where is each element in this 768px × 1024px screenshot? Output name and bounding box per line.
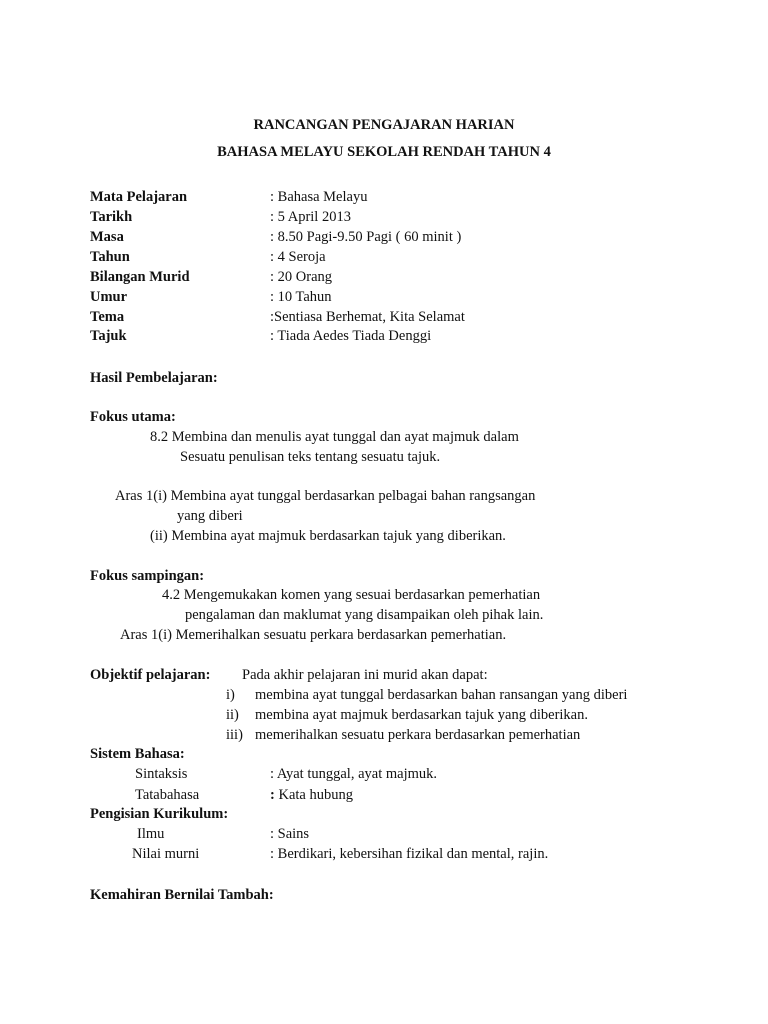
fokus-sampingan-heading: Fokus sampingan: bbox=[90, 568, 205, 584]
sistem-bahasa-heading: Sistem Bahasa: bbox=[90, 746, 185, 762]
info-label-bilangan-murid: Bilangan Murid bbox=[90, 269, 190, 285]
info-label-tema: Tema bbox=[90, 309, 125, 325]
info-value-masa: : 8.50 Pagi-9.50 Pagi ( 60 minit ) bbox=[270, 229, 462, 245]
fokus-sampingan-line2: pengalaman dan maklumat yang disampaikan oleh pihak lain. bbox=[185, 607, 544, 623]
objektif-heading: Objektif pelajaran: bbox=[90, 667, 211, 683]
objektif-item-number: iii) bbox=[226, 727, 243, 743]
fokus-utama-aras1-cont: yang diberi bbox=[177, 508, 243, 524]
info-label-umur: Umur bbox=[90, 289, 128, 305]
fokus-utama-aras2: (ii) Membina ayat majmuk berdasarkan tajuk yang diberikan. bbox=[150, 528, 506, 544]
info-label-tajuk: Tajuk bbox=[90, 328, 127, 344]
info-label-tarikh: Tarikh bbox=[90, 209, 133, 225]
info-value-bilangan-murid: : 20 Orang bbox=[270, 269, 333, 285]
info-value-tema: :Sentiasa Berhemat, Kita Selamat bbox=[270, 309, 465, 325]
fokus-utama-heading: Fokus utama: bbox=[90, 409, 176, 425]
objektif-item-text: membina ayat majmuk berdasarkan tajuk yang diberikan. bbox=[255, 707, 588, 723]
nilai-murni-value: : Berdikari, kebersihan fizikal dan mental, rajin. bbox=[270, 846, 549, 862]
tatabahasa-colon: : bbox=[270, 787, 275, 803]
objektif-intro: Pada akhir pelajaran ini murid akan dapat: bbox=[242, 667, 488, 683]
objektif-item-number: ii) bbox=[226, 707, 239, 723]
fokus-sampingan-line1: 4.2 Mengemukakan komen yang sesuai berdasarkan pemerhatian bbox=[162, 587, 541, 603]
info-value-tajuk: : Tiada Aedes Tiada Denggi bbox=[270, 328, 432, 344]
pengisian-kurikulum-heading: Pengisian Kurikulum: bbox=[90, 806, 229, 822]
fokus-utama-aras1: Aras 1(i) Membina ayat tunggal berdasarkan pelbagai bahan rangsangan bbox=[115, 488, 536, 504]
objektif-item-text: memerihalkan sesuatu perkara berdasarkan pemerhatian bbox=[255, 727, 581, 743]
hasil-pembelajaran-heading: Hasil Pembelajaran: bbox=[90, 370, 218, 386]
tatabahasa-value-text: Kata hubung bbox=[274, 787, 353, 803]
ilmu-label: Ilmu bbox=[137, 826, 165, 842]
document-subtitle: BAHASA MELAYU SEKOLAH RENDAH TAHUN 4 bbox=[217, 144, 551, 160]
fokus-utama-line1: 8.2 Membina dan menulis ayat tunggal dan ayat majmuk dalam bbox=[150, 429, 519, 445]
info-value-tarikh: : 5 April 2013 bbox=[270, 209, 351, 225]
kemahiran-bernilai-tambah-heading: Kemahiran Bernilai Tambah: bbox=[90, 887, 274, 903]
tatabahasa-value bbox=[270, 785, 353, 805]
sintaksis-label: Sintaksis bbox=[135, 766, 188, 782]
fokus-sampingan-aras: Aras 1(i) Memerihalkan sesuatu perkara berdasarkan pemerhatian. bbox=[120, 627, 507, 643]
info-value-tahun: : 4 Seroja bbox=[270, 249, 326, 265]
info-label-mata-pelajaran: Mata Pelajaran bbox=[90, 189, 188, 205]
fokus-utama-line2: Sesuatu penulisan teks tentang sesuatu tajuk. bbox=[180, 449, 441, 465]
objektif-item-number: i) bbox=[226, 687, 235, 703]
nilai-murni-label: Nilai murni bbox=[132, 846, 200, 862]
tatabahasa-label: Tatabahasa bbox=[135, 787, 200, 803]
info-label-tahun: Tahun bbox=[90, 249, 130, 265]
info-label-masa: Masa bbox=[90, 229, 124, 245]
sintaksis-value: : Ayat tunggal, ayat majmuk. bbox=[270, 766, 437, 782]
ilmu-value: : Sains bbox=[270, 826, 310, 842]
objektif-item-text: membina ayat tunggal berdasarkan bahan ransangan yang diberi bbox=[255, 687, 628, 703]
info-value-mata-pelajaran: : Bahasa Melayu bbox=[270, 189, 368, 205]
document-title: RANCANGAN PENGAJARAN HARIAN bbox=[253, 117, 515, 133]
info-value-umur: : 10 Tahun bbox=[270, 289, 332, 305]
